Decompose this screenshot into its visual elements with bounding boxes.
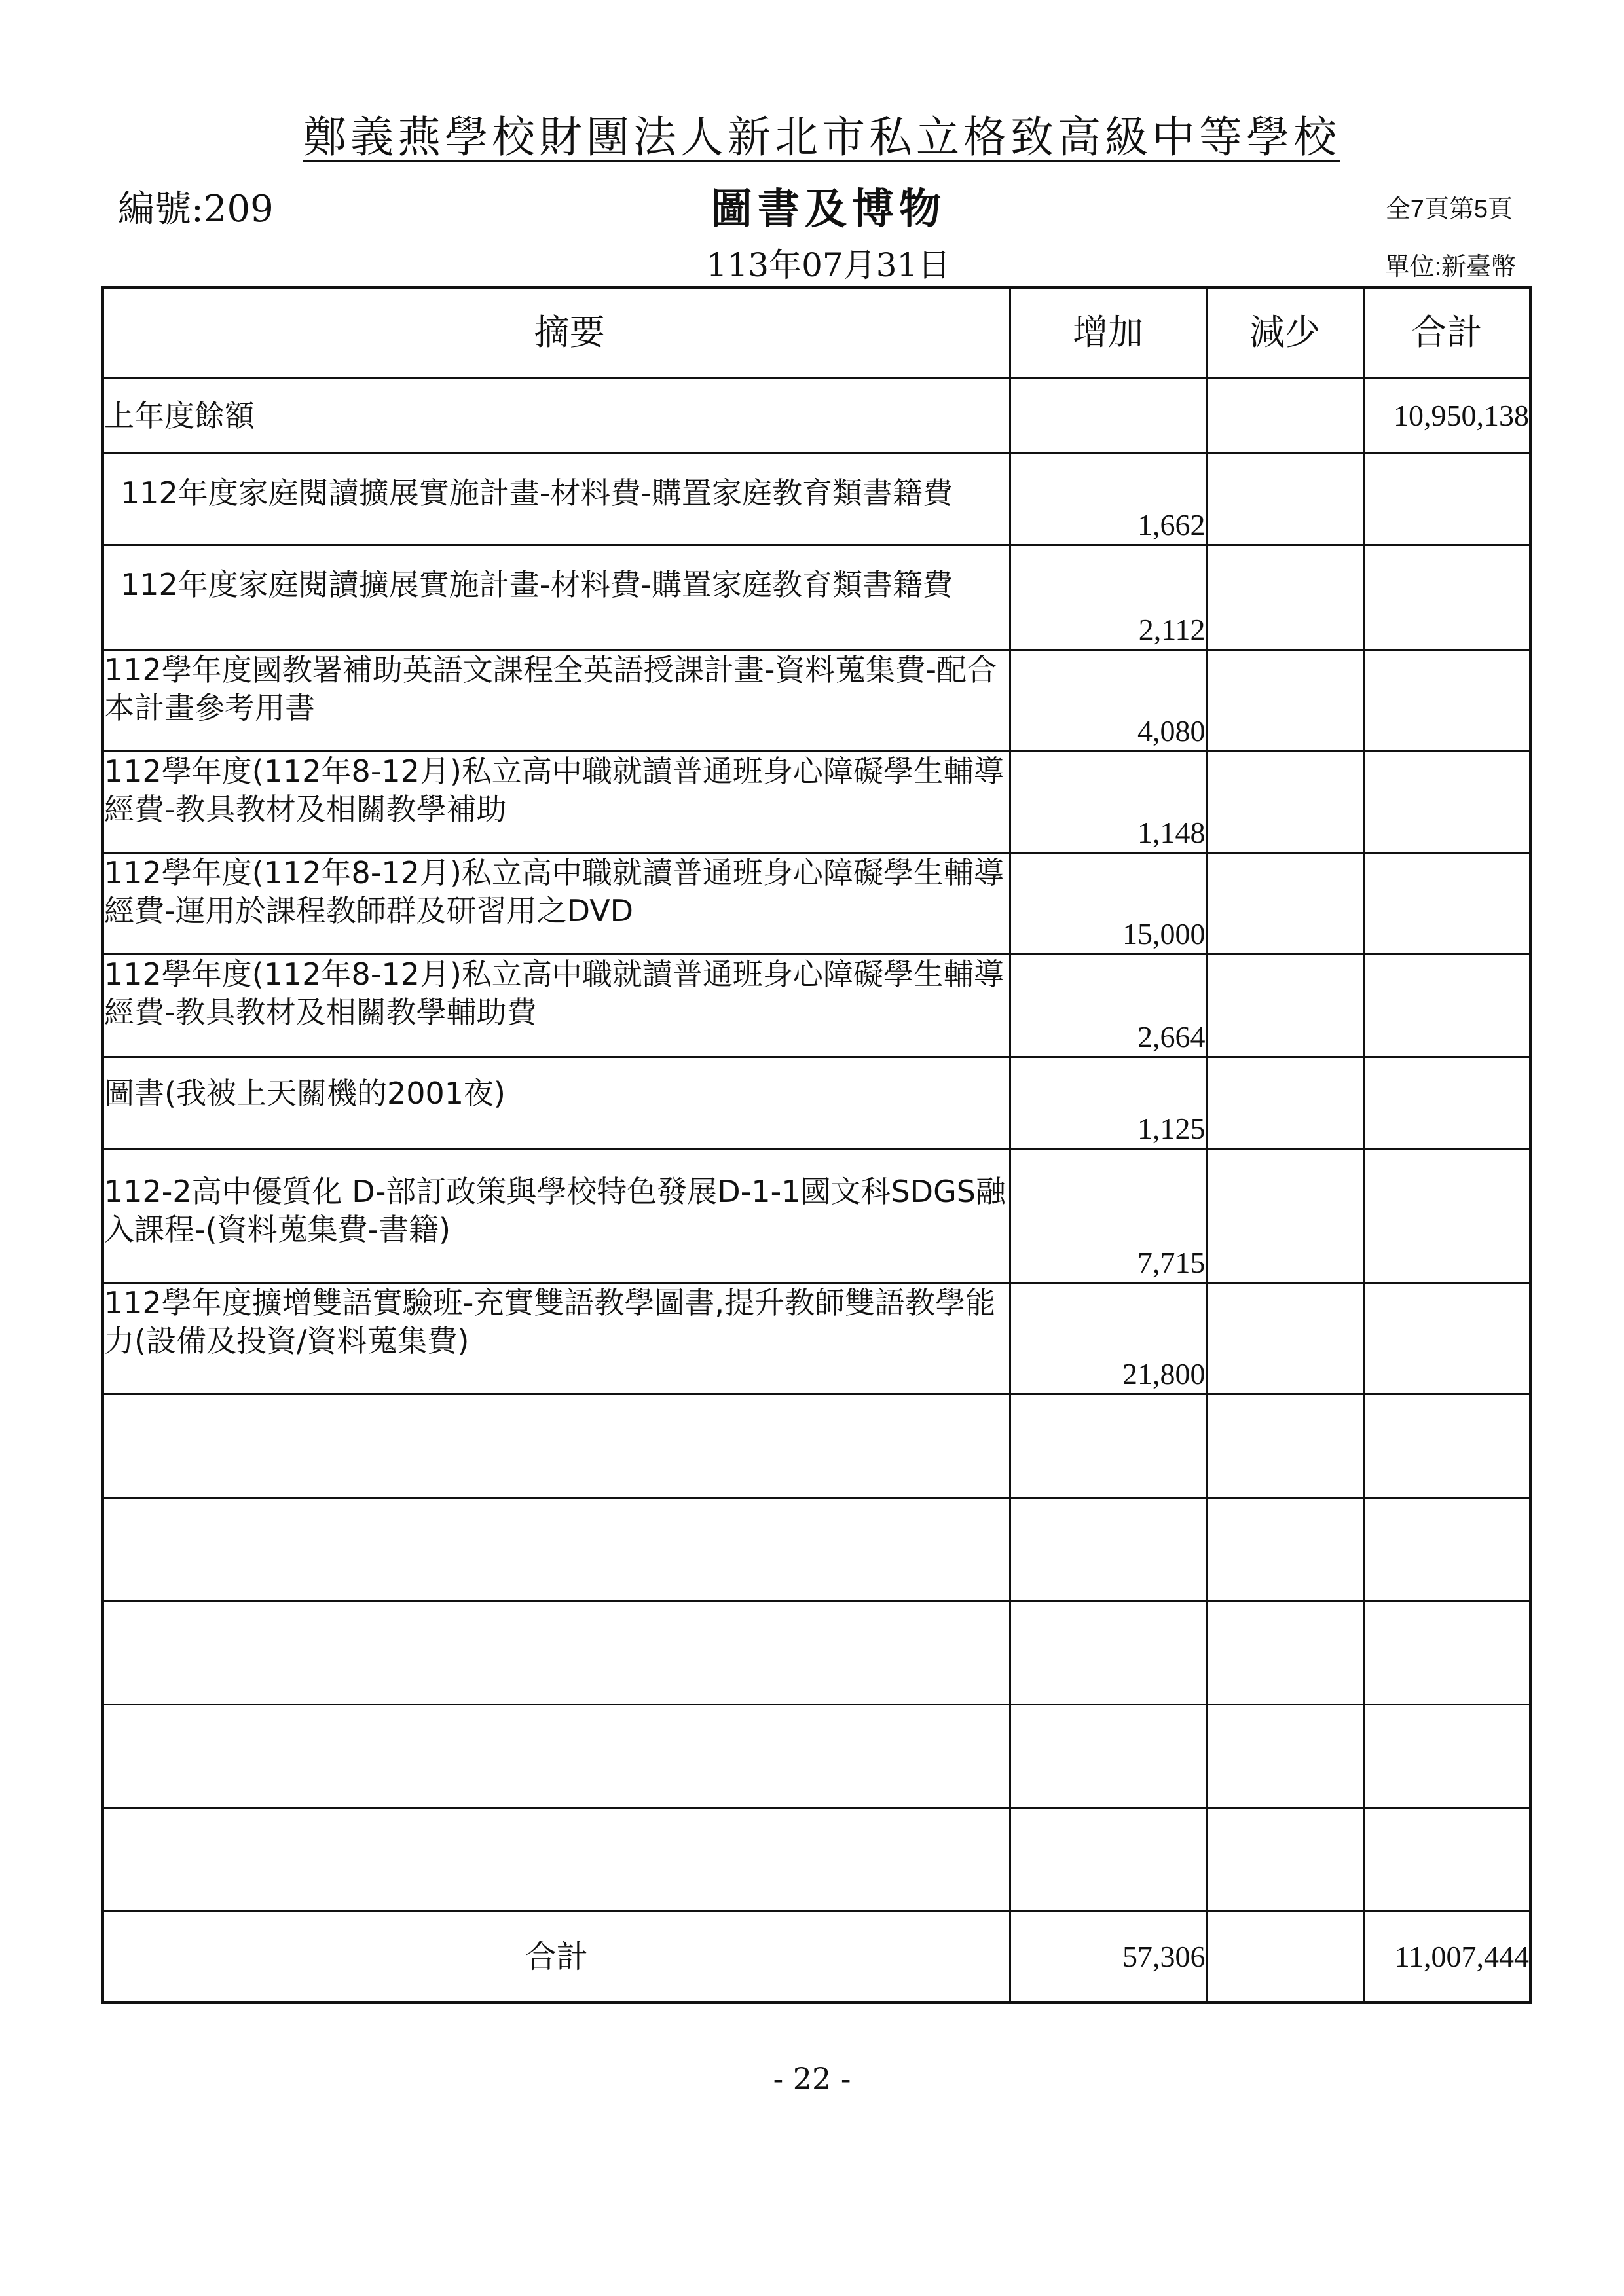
column-header-decrease: 減少 <box>1206 287 1363 378</box>
empty-cell <box>103 1394 1010 1497</box>
table-row <box>103 751 1530 852</box>
table-row <box>103 1148 1530 1283</box>
empty-cell <box>1010 1601 1206 1704</box>
row-decrease <box>1206 751 1363 852</box>
empty-cell <box>1363 1808 1530 1911</box>
empty-row <box>103 1394 1530 1497</box>
column-header-total: 合計 <box>1363 287 1530 378</box>
currency-unit: 單位:新臺幣 <box>1384 253 1516 281</box>
empty-cell <box>1206 1497 1363 1601</box>
row-increase: 4,080 <box>1010 649 1206 751</box>
empty-cell <box>1363 1704 1530 1808</box>
column-header-increase: 增加 <box>1010 287 1206 378</box>
empty-cell <box>103 1601 1010 1704</box>
empty-cell <box>1206 1394 1363 1497</box>
empty-cell <box>103 1808 1010 1911</box>
row-decrease <box>1206 852 1363 954</box>
empty-row <box>103 1704 1530 1808</box>
row-total <box>1363 751 1530 852</box>
empty-cell <box>1206 1601 1363 1704</box>
empty-cell <box>1363 1497 1530 1601</box>
row-decrease <box>1206 1148 1363 1283</box>
row-decrease <box>1206 1057 1363 1148</box>
empty-cell <box>1010 1394 1206 1497</box>
table-header-row <box>103 287 1530 378</box>
row-description: 112年度家庭閱讀擴展實施計畫-材料費-購置家庭教育類書籍費 <box>103 453 1010 545</box>
row-total <box>1363 1148 1530 1283</box>
row-increase: 7,715 <box>1010 1148 1206 1283</box>
row-description: 112學年度擴增雙語實驗班-充實雙語教學圖書,提升教師雙語教學能力(設備及投資/資料蒐集費) <box>103 1283 1010 1394</box>
row-decrease <box>1206 649 1363 751</box>
page-info: 全7頁第5頁 <box>1385 196 1513 223</box>
document-title: 圖書及博物 <box>710 185 946 234</box>
table-row <box>103 1057 1530 1148</box>
opening-total: 10,950,138 <box>1363 378 1530 453</box>
row-total <box>1363 1283 1530 1394</box>
organization-title: 鄭義燕學校財團法人新北市私立格致高級中等學校 <box>303 112 1340 162</box>
column-header-description: 摘要 <box>103 287 1010 378</box>
row-description: 圖書(我被上天關機的2001夜) <box>103 1057 1010 1148</box>
total-increase: 57,306 <box>1010 1911 1206 2003</box>
row-decrease <box>1206 954 1363 1057</box>
empty-cell <box>103 1704 1010 1808</box>
total-amount: 11,007,444 <box>1363 1911 1530 2003</box>
row-description: 112學年度(112年8-12月)私立高中職就讀普通班身心障礙學生輔導經費-教具教材及相關教學輔助費 <box>103 954 1010 1057</box>
row-increase: 15,000 <box>1010 852 1206 954</box>
empty-cell <box>1363 1601 1530 1704</box>
empty-row <box>103 1601 1530 1704</box>
row-increase: 1,148 <box>1010 751 1206 852</box>
total-decrease <box>1206 1911 1363 2003</box>
empty-cell <box>1206 1808 1363 1911</box>
table-row <box>103 545 1530 649</box>
row-increase: 2,664 <box>1010 954 1206 1057</box>
empty-cell <box>1363 1394 1530 1497</box>
serial-number: 編號:209 <box>118 188 274 230</box>
opening-balance-row <box>103 378 1530 453</box>
table-row <box>103 852 1530 954</box>
row-total <box>1363 954 1530 1057</box>
report-date: 113年07月31日 <box>706 246 951 284</box>
total-label: 合計 <box>103 1911 1010 2003</box>
empty-row <box>103 1808 1530 1911</box>
table-row <box>103 1283 1530 1394</box>
row-increase: 1,125 <box>1010 1057 1206 1148</box>
empty-cell <box>1010 1704 1206 1808</box>
row-total <box>1363 649 1530 751</box>
table-row <box>103 649 1530 751</box>
row-increase: 21,800 <box>1010 1283 1206 1394</box>
empty-cell <box>1010 1808 1206 1911</box>
row-description: 112學年度(112年8-12月)私立高中職就讀普通班身心障礙學生輔導經費-教具教材及相關教學補助 <box>103 751 1010 852</box>
empty-row <box>103 1497 1530 1601</box>
opening-decrease <box>1206 378 1363 453</box>
row-total <box>1363 453 1530 545</box>
row-description: 112年度家庭閱讀擴展實施計畫-材料費-購置家庭教育類書籍費 <box>103 545 1010 649</box>
page-number: - 22 - <box>773 2061 851 2096</box>
empty-cell <box>1010 1497 1206 1601</box>
ledger-table <box>101 286 1532 2004</box>
row-description: 112學年度國教署補助英語文課程全英語授課計畫-資料蒐集費-配合本計畫參考用書 <box>103 649 1010 751</box>
row-decrease <box>1206 545 1363 649</box>
row-decrease <box>1206 1283 1363 1394</box>
opening-increase <box>1010 378 1206 453</box>
row-total <box>1363 1057 1530 1148</box>
row-total <box>1363 545 1530 649</box>
empty-cell <box>103 1497 1010 1601</box>
row-total <box>1363 852 1530 954</box>
row-description: 112學年度(112年8-12月)私立高中職就讀普通班身心障礙學生輔導經費-運用於課程教師群及研習用之DVD <box>103 852 1010 954</box>
empty-cell <box>1206 1704 1363 1808</box>
row-increase: 2,112 <box>1010 545 1206 649</box>
table-row <box>103 954 1530 1057</box>
opening-description: 上年度餘額 <box>103 378 1010 453</box>
row-description: 112-2高中優質化 D-部訂政策與學校特色發展D-1-1國文科SDGS融入課程-(資料蒐集費-書籍) <box>103 1148 1010 1283</box>
row-increase: 1,662 <box>1010 453 1206 545</box>
row-decrease <box>1206 453 1363 545</box>
total-row <box>103 1911 1530 2003</box>
table-row <box>103 453 1530 545</box>
